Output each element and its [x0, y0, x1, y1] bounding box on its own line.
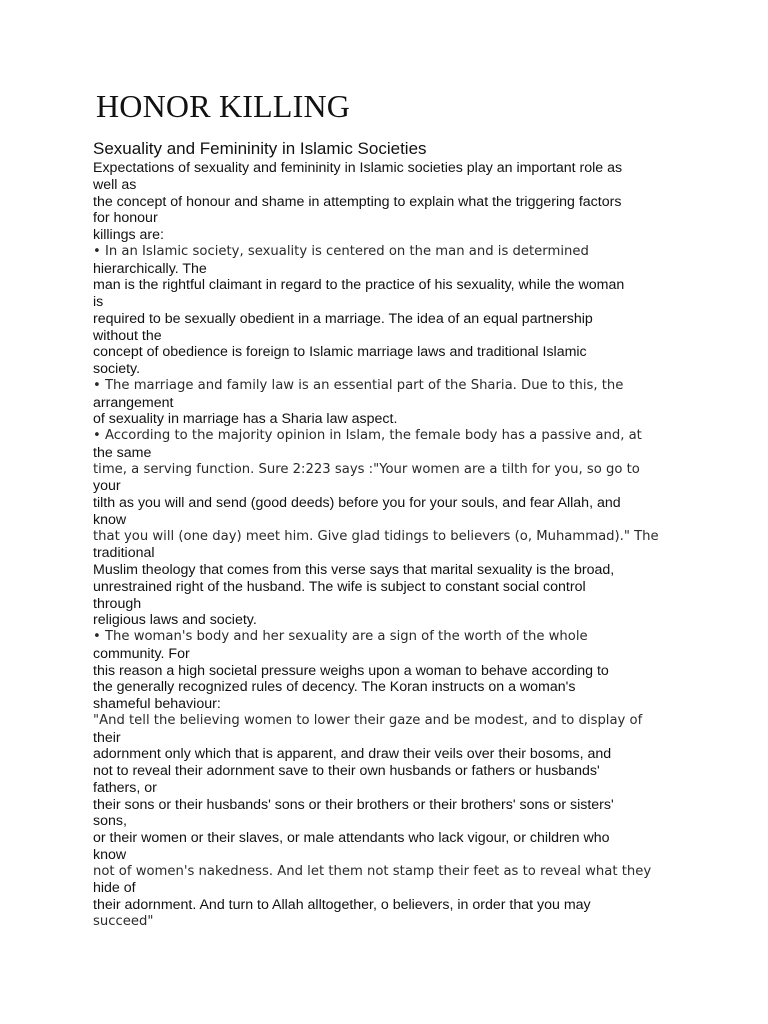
body-line: well as — [93, 176, 137, 193]
body-line: religious laws and society. — [93, 612, 257, 629]
body-line: required to be sexually obedient in a marriage. The idea of an equal partnership — [93, 310, 593, 327]
body-line: hide of — [93, 880, 136, 897]
body-line: of sexuality in marriage has a Sharia law aspect. — [93, 411, 398, 428]
body-line: tilth as you will and send (good deeds) before you for your souls, and fear Allah, and — [93, 495, 621, 511]
body-line: sons, — [93, 813, 127, 830]
body-line: without the — [93, 327, 162, 344]
body-line: community. For — [93, 645, 190, 662]
body-line: not of women's nakedness. And let them not stamp their feet as to reveal what they — [93, 863, 652, 879]
body-line: • In an Islamic society, sexuality is centered on the man and is determined — [93, 243, 589, 259]
body-line: the generally recognized rules of decency. The Koran instructs on a woman's — [93, 679, 576, 696]
body-line: killings are: — [93, 227, 164, 243]
body-line: Expectations of sexuality and femininity in Islamic societies play an important role as — [93, 160, 623, 176]
body-line: the same — [93, 444, 152, 461]
body-line: succeed" — [93, 913, 154, 929]
body-line: that you will (one day) meet him. Give glad tidings to believers (o, Muhammad)." The — [93, 528, 659, 544]
body-line: time, a serving function. Sure 2:223 says :"Your women are a tilth for you, so go to — [93, 461, 640, 477]
document-title: HONOR KILLING — [96, 88, 351, 124]
section-heading: Sexuality and Femininity in Islamic Societies — [93, 139, 427, 158]
body-line: concept of obedience is foreign to Islamic marriage laws and traditional Islamic — [93, 344, 587, 361]
body-line: through — [93, 595, 142, 612]
body-text — [93, 160, 713, 931]
body-line: their — [93, 729, 121, 746]
body-line: know — [93, 511, 127, 528]
body-line: hierarchically. The — [93, 260, 207, 277]
body-line: your — [93, 478, 121, 495]
body-line: or their women or their slaves, or male attendants who lack vigour, or children who — [93, 830, 610, 846]
body-line: traditional — [93, 545, 155, 562]
body-line: is — [93, 294, 104, 310]
body-line: their adornment. And turn to Allah alltogether, o believers, in order that you may — [93, 897, 591, 913]
body-line: adornment only which that is apparent, and draw their veils over their bosoms, and — [93, 746, 612, 763]
body-line: know — [93, 846, 127, 863]
body-line: "And tell the believing women to lower their gaze and be modest, and to display of — [93, 712, 643, 728]
body-line: society. — [93, 361, 141, 377]
body-line: man is the rightful claimant in regard to the practice of his sexuality, while the woman — [93, 277, 625, 294]
body-line: arrangement — [93, 394, 174, 411]
body-line: not to reveal their adornment save to their own husbands or fathers or husbands' — [93, 763, 600, 779]
body-line: • According to the majority opinion in Islam, the female body has a passive and, at — [93, 428, 642, 443]
body-line: Muslim theology that comes from this verse says that marital sexuality is the broad, — [93, 562, 615, 578]
body-line: unrestrained right of the husband. The wife is subject to constant social control — [93, 578, 586, 595]
body-line: their sons or their husbands' sons or their brothers or their brothers' sons or sisters' — [93, 796, 614, 813]
body-line: • The marriage and family law is an essential part of the Sharia. Due to this, the — [93, 377, 624, 393]
body-line: fathers, or — [93, 779, 157, 796]
body-line: this reason a high societal pressure weighs upon a woman to behave according to — [93, 662, 609, 679]
body-line: • The woman's body and her sexuality are a sign of the worth of the whole — [93, 629, 588, 644]
body-line: for honour — [93, 210, 158, 227]
body-line: the concept of honour and shame in attempting to explain what the triggering factors — [93, 193, 622, 210]
body-line: shameful behaviour: — [93, 696, 221, 712]
